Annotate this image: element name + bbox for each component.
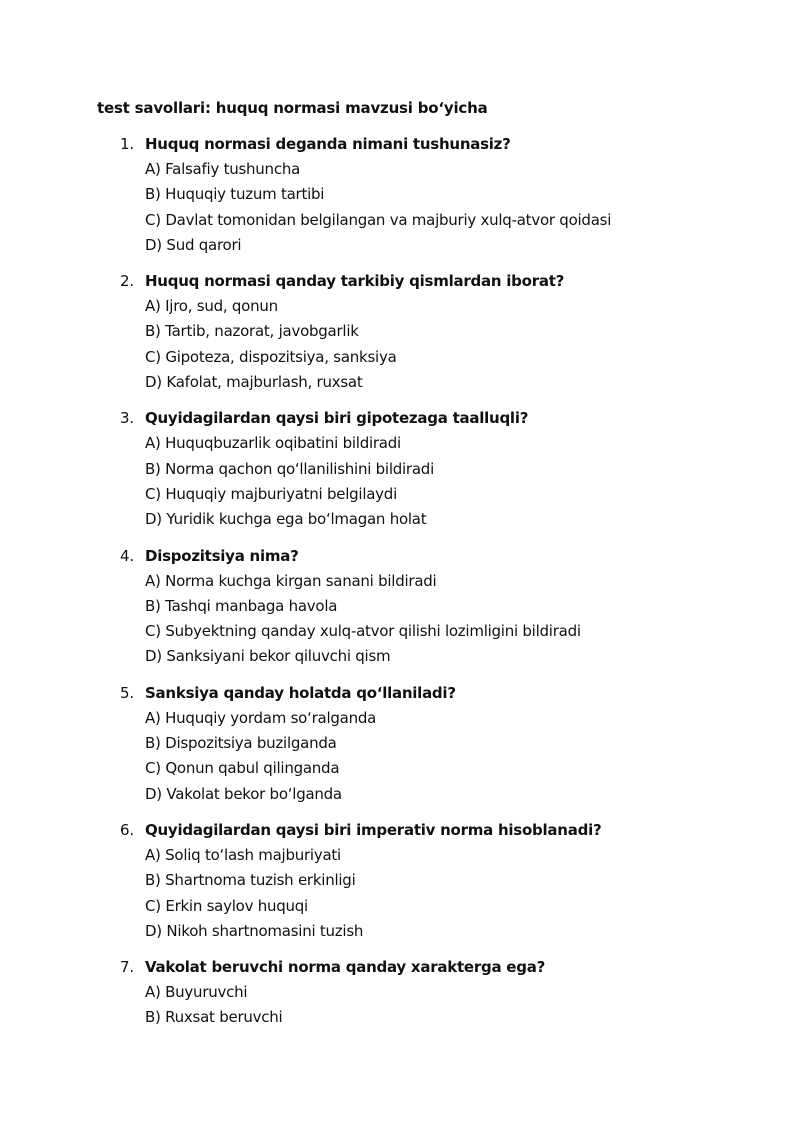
- answer-option: D) Sud qarori: [145, 235, 242, 254]
- answer-options: [0, 296, 800, 397]
- question-item: [0, 546, 800, 672]
- question-text: Huquq normasi qanday tarkibiy qismlardan iborat?: [145, 272, 565, 291]
- answer-option: A) Falsafiy tushuncha: [145, 160, 301, 178]
- question-heading: [0, 408, 800, 433]
- question-text: Huquq normasi deganda nimani tushunasiz?: [145, 135, 511, 153]
- question-text: Vakolat beruvchi norma qanday xarakterga ega?: [145, 958, 546, 977]
- answer-option: B) Tashqi manbaga havola: [145, 596, 338, 615]
- answer-option: D) Yuridik kuchga ega bo‘lmagan holat: [145, 510, 427, 529]
- question-text: Sanksiya qanday holatda qo‘llaniladi?: [145, 683, 456, 702]
- question-number: 5.: [120, 683, 134, 702]
- question-heading: [0, 820, 800, 845]
- answer-options: [0, 708, 800, 809]
- question-text: Dispozitsiya nima?: [145, 546, 299, 565]
- question-heading: [0, 957, 800, 982]
- question-number: 4.: [120, 546, 134, 565]
- answer-options: [0, 571, 800, 672]
- answer-option: A) Huquqiy yordam so‘ralganda: [145, 708, 377, 727]
- document-title: test savollari: huquq normasi mavzusi bo‘yicha: [97, 99, 488, 117]
- question-heading: [0, 271, 800, 296]
- question-item: [0, 408, 800, 534]
- answer-option: C) Erkin saylov huquqi: [145, 896, 308, 915]
- question-number: 6.: [120, 820, 134, 839]
- answer-option: B) Dispozitsiya buzilganda: [145, 734, 337, 753]
- answer-option: C) Subyektning qanday xulq-atvor qilishi lozimligini bildiradi: [145, 622, 581, 641]
- question-item: [0, 820, 800, 946]
- answer-option: B) Tartib, nazorat, javobgarlik: [145, 322, 359, 341]
- answer-option: D) Kafolat, majburlash, ruxsat: [145, 373, 363, 392]
- answer-option: D) Nikoh shartnomasini tuzish: [145, 921, 364, 940]
- answer-options: [0, 433, 800, 534]
- question-number: 3.: [120, 409, 134, 428]
- answer-option: A) Buyuruvchi: [145, 983, 248, 1002]
- question-text: Quyidagilardan qaysi biri gipotezaga taalluqli?: [145, 409, 529, 428]
- question-item: [0, 134, 800, 260]
- question-item: [0, 683, 800, 809]
- question-heading: [0, 683, 800, 708]
- answer-option: A) Soliq to‘lash majburiyati: [145, 845, 341, 864]
- answer-option: A) Huquqbuzarlik oqibatini bildiradi: [145, 434, 401, 453]
- answer-option: A) Ijro, sud, qonun: [145, 297, 278, 316]
- answer-option: B) Shartnoma tuzish erkinligi: [145, 871, 356, 890]
- question-heading: [0, 134, 800, 159]
- question-item: [0, 957, 800, 1033]
- answer-option: B) Huquqiy tuzum tartibi: [145, 185, 325, 204]
- answer-options: [0, 845, 800, 946]
- question-item: [0, 271, 800, 397]
- question-heading: [0, 546, 800, 571]
- answer-options: [0, 982, 800, 1033]
- answer-option: D) Vakolat bekor bo‘lganda: [145, 784, 342, 803]
- answer-option: C) Qonun qabul qilinganda: [145, 759, 340, 778]
- answer-option: C) Davlat tomonidan belgilangan va majburiy xulq-atvor qoidasi: [145, 210, 612, 229]
- answer-option: B) Ruxsat beruvchi: [145, 1008, 283, 1027]
- question-number: 2.: [120, 272, 134, 291]
- question-list: [0, 134, 800, 1044]
- answer-option: C) Gipoteza, dispozitsiya, sanksiya: [145, 347, 397, 366]
- question-number: 1.: [120, 135, 134, 153]
- answer-option: B) Norma qachon qo‘llanilishini bildiradi: [145, 459, 434, 478]
- answer-option: A) Norma kuchga kirgan sanani bildiradi: [145, 571, 437, 590]
- answer-option: D) Sanksiyani bekor qiluvchi qism: [145, 647, 391, 666]
- question-text: Quyidagilardan qaysi biri imperativ norma hisoblanadi?: [145, 820, 602, 839]
- answer-option: C) Huquqiy majburiyatni belgilaydi: [145, 484, 398, 503]
- answer-options: [0, 159, 800, 260]
- question-number: 7.: [120, 958, 134, 977]
